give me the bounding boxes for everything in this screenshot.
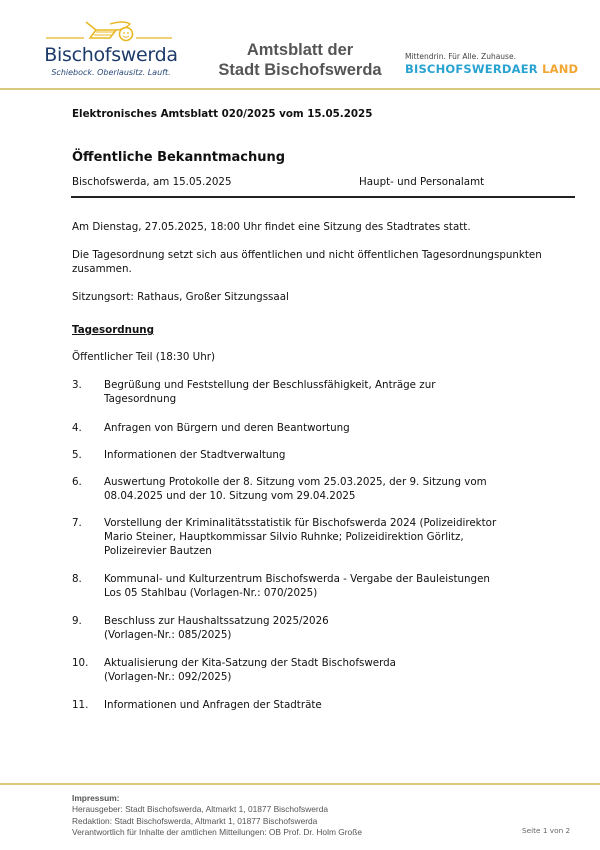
agenda-item-text bbox=[104, 614, 512, 642]
agenda-item-text bbox=[104, 475, 512, 503]
agenda-item bbox=[72, 572, 512, 600]
announcement-title: Öffentliche Bekanntmachung bbox=[72, 150, 286, 165]
title-divider bbox=[71, 196, 575, 198]
agenda-item-text bbox=[104, 572, 512, 600]
agenda-heading: Tagesordnung bbox=[72, 324, 155, 336]
agenda-item-line: Tagesordnung bbox=[104, 393, 177, 405]
agenda-item bbox=[72, 475, 512, 503]
impressum-editorial: Redaktion: Stadt Bischofswerda, Altmarkt 1, 01877 Bischofswerda bbox=[72, 815, 318, 826]
agenda-item-text bbox=[104, 698, 512, 712]
agenda-item bbox=[72, 448, 512, 462]
public-part-label: Öffentlicher Teil (18:30 Uhr) bbox=[72, 351, 215, 363]
agenda-item-line: 08.04.2025 und der 10. Sitzung vom 29.04.2025 bbox=[104, 490, 356, 502]
agenda-item-number: 5. bbox=[72, 449, 82, 461]
agenda-item-text bbox=[104, 421, 512, 435]
agenda-item bbox=[72, 656, 512, 684]
place-date-row bbox=[72, 176, 577, 190]
agenda-item-line: Anfragen von Bürgern und deren Beantwortung bbox=[104, 422, 350, 434]
logo-tagline: Schiebock. Oberlausitz. Lauft. bbox=[51, 68, 171, 77]
agenda-item-number: 8. bbox=[72, 573, 82, 585]
agenda-item bbox=[72, 698, 512, 712]
agenda-item-line: Informationen und Anfragen der Stadträte bbox=[104, 699, 322, 711]
impressum-responsible: Verantwortlich für Inhalte der amtlichen Mitteilungen: OB Prof. Dr. Holm Große bbox=[72, 826, 362, 837]
impressum-publisher: Herausgeber: Stadt Bischofswerda, Altmarkt 1, 01877 Bischofswerda bbox=[72, 804, 329, 815]
agenda-composition: Die Tagesordnung setzt sich aus öffentlichen und nicht öffentlichen Tagesordnungspunkten zusammen. bbox=[72, 249, 542, 275]
agenda-item bbox=[72, 421, 512, 435]
bischofswerda-logo bbox=[40, 18, 180, 82]
publication-title bbox=[205, 40, 395, 80]
agenda-item bbox=[72, 516, 512, 558]
department: Haupt- und Personalamt bbox=[359, 176, 485, 188]
agenda-item-number: 4. bbox=[72, 422, 82, 434]
logo-wordmark: Bischofswerda bbox=[44, 44, 178, 66]
agenda-item-line: Mario Steiner, Hauptkommissar Silvio Ruhnke; Polizeidirektion Görlitz, bbox=[104, 531, 464, 543]
agenda-item-text bbox=[104, 448, 512, 462]
header-divider bbox=[0, 88, 600, 90]
publication-title-line1: Amtsblatt der bbox=[246, 41, 354, 59]
impressum-heading: Impressum: bbox=[72, 793, 120, 803]
issue-line: Elektronisches Amtsblatt 020/2025 vom 15.05.2025 bbox=[72, 108, 373, 120]
brand-wordmark-part2: LAND bbox=[542, 62, 579, 76]
agenda-item-line: Vorstellung der Kriminalitätsstatistik für Bischofswerda 2024 (Polizeidirektor bbox=[104, 517, 497, 529]
impressum bbox=[72, 793, 362, 838]
agenda-item-number: 11. bbox=[72, 699, 89, 711]
publication-title-line2: Stadt Bischofswerda bbox=[218, 61, 382, 79]
agenda-item-number: 7. bbox=[72, 517, 82, 529]
agenda-item-number: 9. bbox=[72, 615, 82, 627]
agenda-item-line: Polizeirevier Bautzen bbox=[104, 545, 212, 557]
brand-wordmark-part1: BISCHOFSWERDAER bbox=[405, 62, 538, 76]
brand-slogan: Mittendrin. Für Alle. Zuhause. bbox=[405, 52, 516, 61]
agenda-item-text bbox=[104, 378, 512, 406]
agenda-item-line: (Vorlagen-Nr.: 092/2025) bbox=[104, 671, 232, 683]
agenda-item-number: 10. bbox=[72, 657, 89, 669]
agenda-item-line: Beschluss zur Haushaltssatzung 2025/2026 bbox=[104, 615, 329, 627]
place-date: Bischofswerda, am 15.05.2025 bbox=[72, 176, 232, 188]
meeting-intro: Am Dienstag, 27.05.2025, 18:00 Uhr findet eine Sitzung des Stadtrates statt. bbox=[72, 221, 471, 233]
footer-divider bbox=[0, 783, 600, 785]
bischofswerdaer-land-logo bbox=[405, 52, 595, 76]
wheelbarrow-logo-icon bbox=[44, 18, 174, 46]
agenda-item-line: Aktualisierung der Kita-Satzung der Stadt Bischofswerda bbox=[104, 657, 396, 669]
brand-wordmark bbox=[405, 62, 595, 76]
agenda-item bbox=[72, 614, 512, 642]
agenda-item-text bbox=[104, 516, 512, 558]
agenda-item-line: Auswertung Protokolle der 8. Sitzung vom 25.03.2025, der 9. Sitzung vom bbox=[104, 476, 487, 488]
agenda-item-line: Informationen der Stadtverwaltung bbox=[104, 449, 286, 461]
agenda-item-number: 3. bbox=[72, 379, 82, 391]
agenda-item-line: (Vorlagen-Nr.: 085/2025) bbox=[104, 629, 232, 641]
meeting-location: Sitzungsort: Rathaus, Großer Sitzungssaal bbox=[72, 291, 289, 303]
agenda-item-number: 6. bbox=[72, 476, 82, 488]
agenda-item-line: Begrüßung und Feststellung der Beschlussfähigkeit, Anträge zur bbox=[104, 379, 436, 391]
agenda-item bbox=[72, 378, 512, 406]
agenda-item-line: Los 05 Stahlbau (Vorlagen-Nr.: 070/2025) bbox=[104, 587, 318, 599]
agenda-item-line: Kommunal- und Kulturzentrum Bischofswerda - Vergabe der Bauleistungen bbox=[104, 573, 490, 585]
page-number: Seite 1 von 2 bbox=[522, 826, 571, 835]
agenda-item-text bbox=[104, 656, 512, 684]
page-header bbox=[0, 0, 600, 90]
